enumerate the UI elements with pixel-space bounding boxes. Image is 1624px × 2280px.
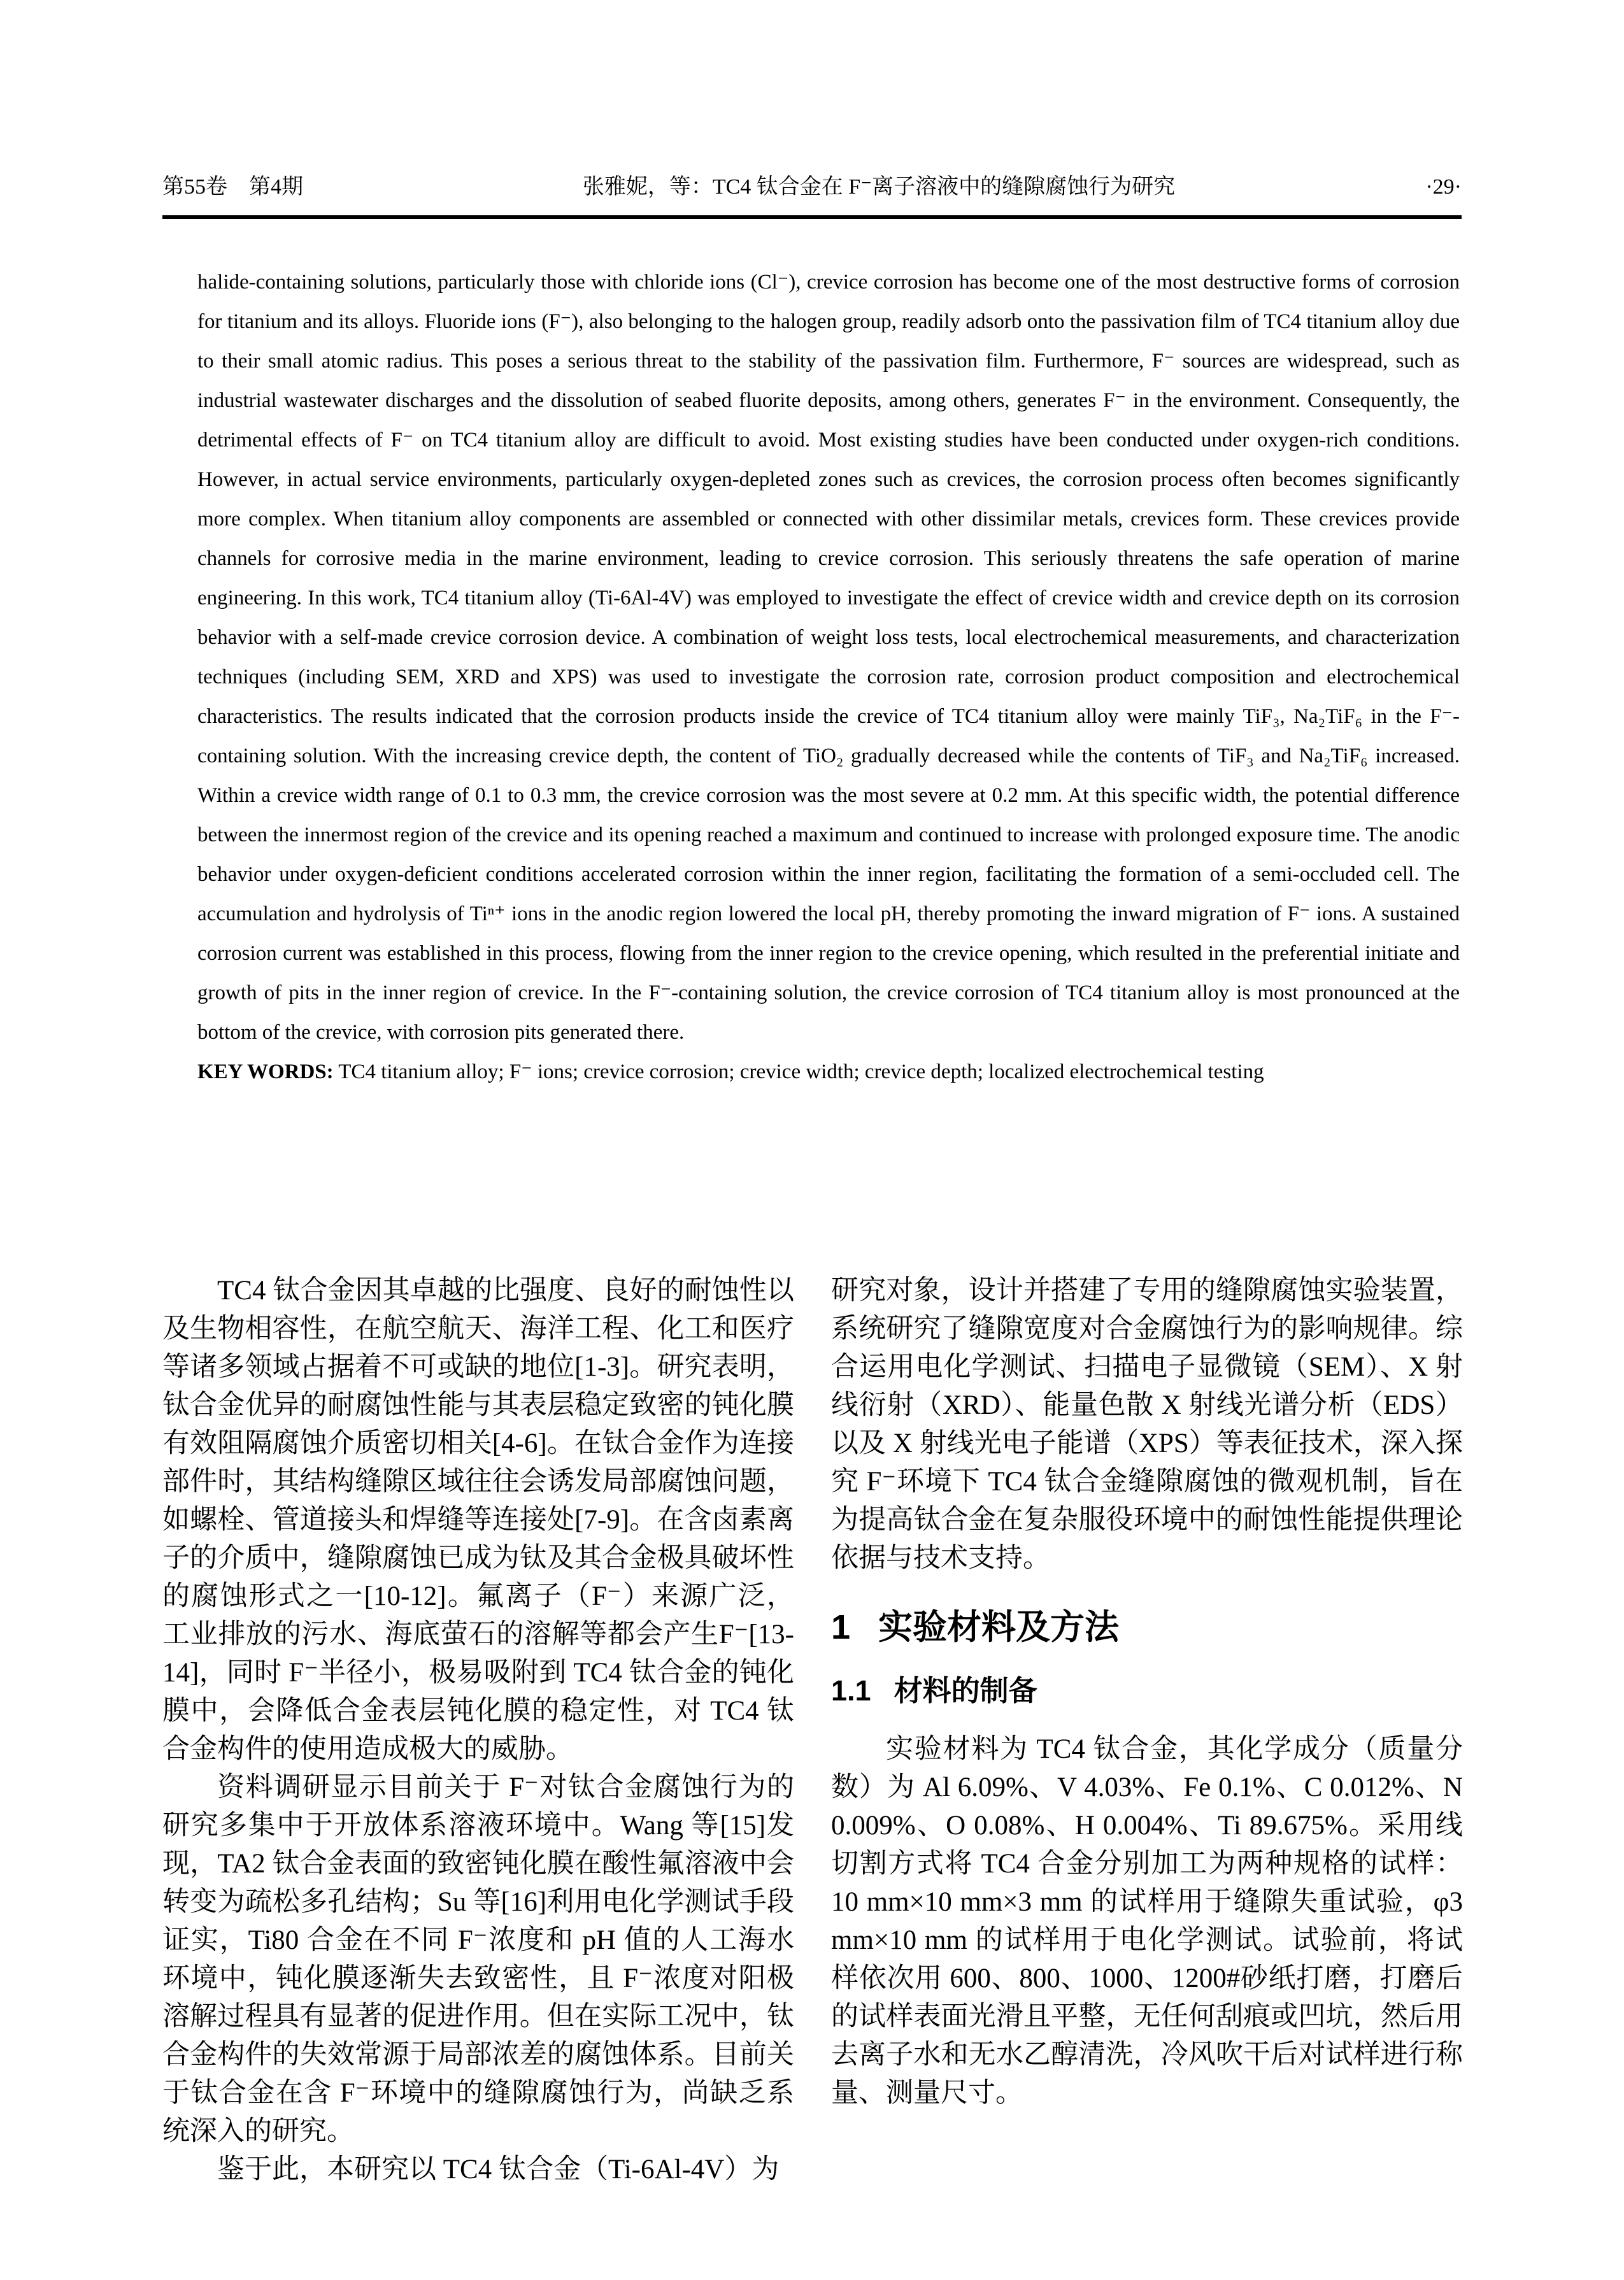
section-1-number: 1	[831, 1608, 851, 1646]
keywords-line	[197, 1052, 1460, 1092]
volume-issue: 第55卷 第4期	[162, 175, 303, 199]
intro-paragraph-continued: 研究对象，设计并搭建了专用的缝隙腐蚀实验装置，系统研究了缝隙宽度对合金腐蚀行为的影响规律。综合运用电化学测试、扫描电子显微镜（SEM）、X 射线衍射（XRD）、能量色散 X 射线光谱分析（EDS）以及 X 射线光电子能谱（XPS）等表征技术，深入探究 F⁻环境下 TC4 钛合金缝隙腐蚀的微观机制，旨在为提高钛合金在复杂服役环境中的耐蚀性能提供理论依据与技术支持。	[831, 1276, 1463, 1573]
intro-paragraph-2: 资料调研显示目前关于 F⁻对钛合金腐蚀行为的研究多集中于开放体系溶液环境中。Wang 等[15]发现，TA2 钛合金表面的致密钝化膜在酸性氟溶液中会转变为疏松多孔结构；Su 等[16]利用电化学测试手段证实，Ti80 合金在不同 F⁻浓度和 pH 值的人工海水环境中，钝化膜逐渐失去致密性，且 F⁻浓度对阳极溶解过程具有显著的促进作用。但在实际工况中，钛合金构件的失效常源于局部浓差的腐蚀体系。目前关于钛合金在含 F⁻环境中的缝隙腐蚀行为，尚缺乏系统深入的研究。	[162, 1772, 794, 2146]
section-1-1-number: 1.1	[831, 1674, 871, 1707]
running-header	[162, 173, 1462, 201]
running-title: 张雅妮，等：TC4 钛合金在 F⁻离子溶液中的缝隙腐蚀行为研究	[582, 175, 1176, 199]
keywords-text: TC4 titanium alloy; F⁻ ions; crevice corrosion; crevice width; crevice depth; localized electrochemical testing	[333, 1060, 1264, 1083]
intro-paragraph-1: TC4 钛合金因其卓越的比强度、良好的耐蚀性以及生物相容性，在航空航天、海洋工程、化工和医疗等诸多领域占据着不可或缺的地位[1-3]。研究表明，钛合金优异的耐腐蚀性能与其表层稳定致密的钝化膜有效阻隔腐蚀介质密切相关[4-6]。在钛合金作为连接部件时，其结构缝隙区域往往会诱发局部腐蚀问题，如螺栓、管道接头和焊缝等连接处[7-9]。在含卤素离子的介质中，缝隙腐蚀已成为钛及其合金极具破坏性的腐蚀形式之一[10-12]。氟离子（F⁻）来源广泛，工业排放的污水、海底萤石的溶解等都会产生F⁻[13-14]，同时 F⁻半径小，极易吸附到 TC4 钛合金的钝化膜中，会降低合金表层钝化膜的稳定性，对 TC4 钛合金构件的使用造成极大的威胁。	[162, 1276, 794, 1764]
keywords-label: KEY WORDS:	[197, 1060, 334, 1083]
header-rule	[162, 215, 1462, 219]
section-1-1-heading	[831, 1673, 1463, 1709]
section-1-1-title: 材料的制备	[894, 1674, 1037, 1707]
materials-paragraph: 实验材料为 TC4 钛合金，其化学成分（质量分数）为 Al 6.09%、V 4.03%、Fe 0.1%、C 0.012%、N 0.009%、O 0.08%、H 0.004%、Ti 89.675%。采用线切割方式将 TC4 合金分别加工为两种规格的试样：10 mm×10 mm×3 mm 的试样用于缝隙失重试验，φ3 mm×10 mm 的试样用于电化学测试。试验前，将试样依次用 600、800、1000、1200#砂纸打磨，打磨后的试样表面光滑且平整，无任何刮痕或凹坑，然后用去离子水和无水乙醇清洗，冷风吹干后对试样进行称量、测量尺寸。	[831, 1734, 1463, 2108]
right-column	[831, 1272, 1463, 2113]
section-1-heading	[831, 1607, 1463, 1648]
page-number: ·29·	[1425, 175, 1462, 199]
intro-paragraph-3: 鉴于此，本研究以 TC4 钛合金（Ti-6Al-4V）为	[217, 2155, 780, 2184]
abstract-section	[197, 262, 1460, 1092]
left-column	[162, 1272, 794, 2189]
abstract-text: halide-containing solutions, particularly those with chloride ions (Cl⁻), crevice corrosion has become one of the most destructive forms of corrosion for titanium and its alloys. Fluoride ions (F⁻), also belonging to the halogen group, readily adsorb onto the passivation film of TC4 titanium alloy due to their small atomic radius. This poses a serious threat to the stability of the passivation film. Furthermore, F⁻ sources are widespread, such as industrial wastewater discharges and the dissolution of seabed fluorite deposits, among others, generates F⁻ in the environment. Consequently, the detrimental effects of F⁻ on TC4 titanium alloy are difficult to avoid. Most existing studies have been conducted under oxygen-rich conditions. However, in actual service environments, particularly oxygen-depleted zones such as crevices, the corrosion process often becomes significantly more complex. When titanium alloy components are assembled or connected with other dissimilar metals, crevices form. These crevices provide channels for corrosive media in the marine environment, leading to crevice corrosion. This seriously threatens the safe operation of marine engineering. In this work, TC4 titanium alloy (Ti-6Al-4V) was employed to investigate the effect of crevice width and crevice depth on its corrosion behavior with a self-made crevice corrosion device. A combination of weight loss tests, local electrochemical measurements, and characterization techniques (including SEM, XRD and XPS) was used to investigate the corrosion rate, corrosion product composition and electrochemical characteristics. The results indicated that the corrosion products inside the crevice of TC4 titanium alloy were mainly TiF₃, Na₂TiF₆ in the F⁻-containing solution. With the increasing crevice depth, the content of TiO₂ gradually decreased while the contents of TiF₃ and Na₂TiF₆ increased. Within a crevice width range of 0.1 to 0.3 mm, the crevice corrosion was the most severe at 0.2 mm. At this specific width, the potential difference between the innermost region of the crevice and its opening reached a maximum and continued to increase with prolonged exposure time. The anodic behavior under oxygen-deficient conditions accelerated corrosion within the inner region, facilitating the formation of a semi-occluded cell. The accumulation and hydrolysis of Tiⁿ⁺ ions in the anodic region lowered the local pH, thereby promoting the inward migration of F⁻ ions. A sustained corrosion current was established in this process, flowing from the inner region to the crevice opening, which resulted in the preferential initiate and growth of pits in the inner region of crevice. In the F⁻-containing solution, the crevice corrosion of TC4 titanium alloy is most pronounced at the bottom of the crevice, with corrosion pits generated there.	[197, 271, 1460, 1044]
section-1-title: 实验材料及方法	[878, 1608, 1120, 1646]
